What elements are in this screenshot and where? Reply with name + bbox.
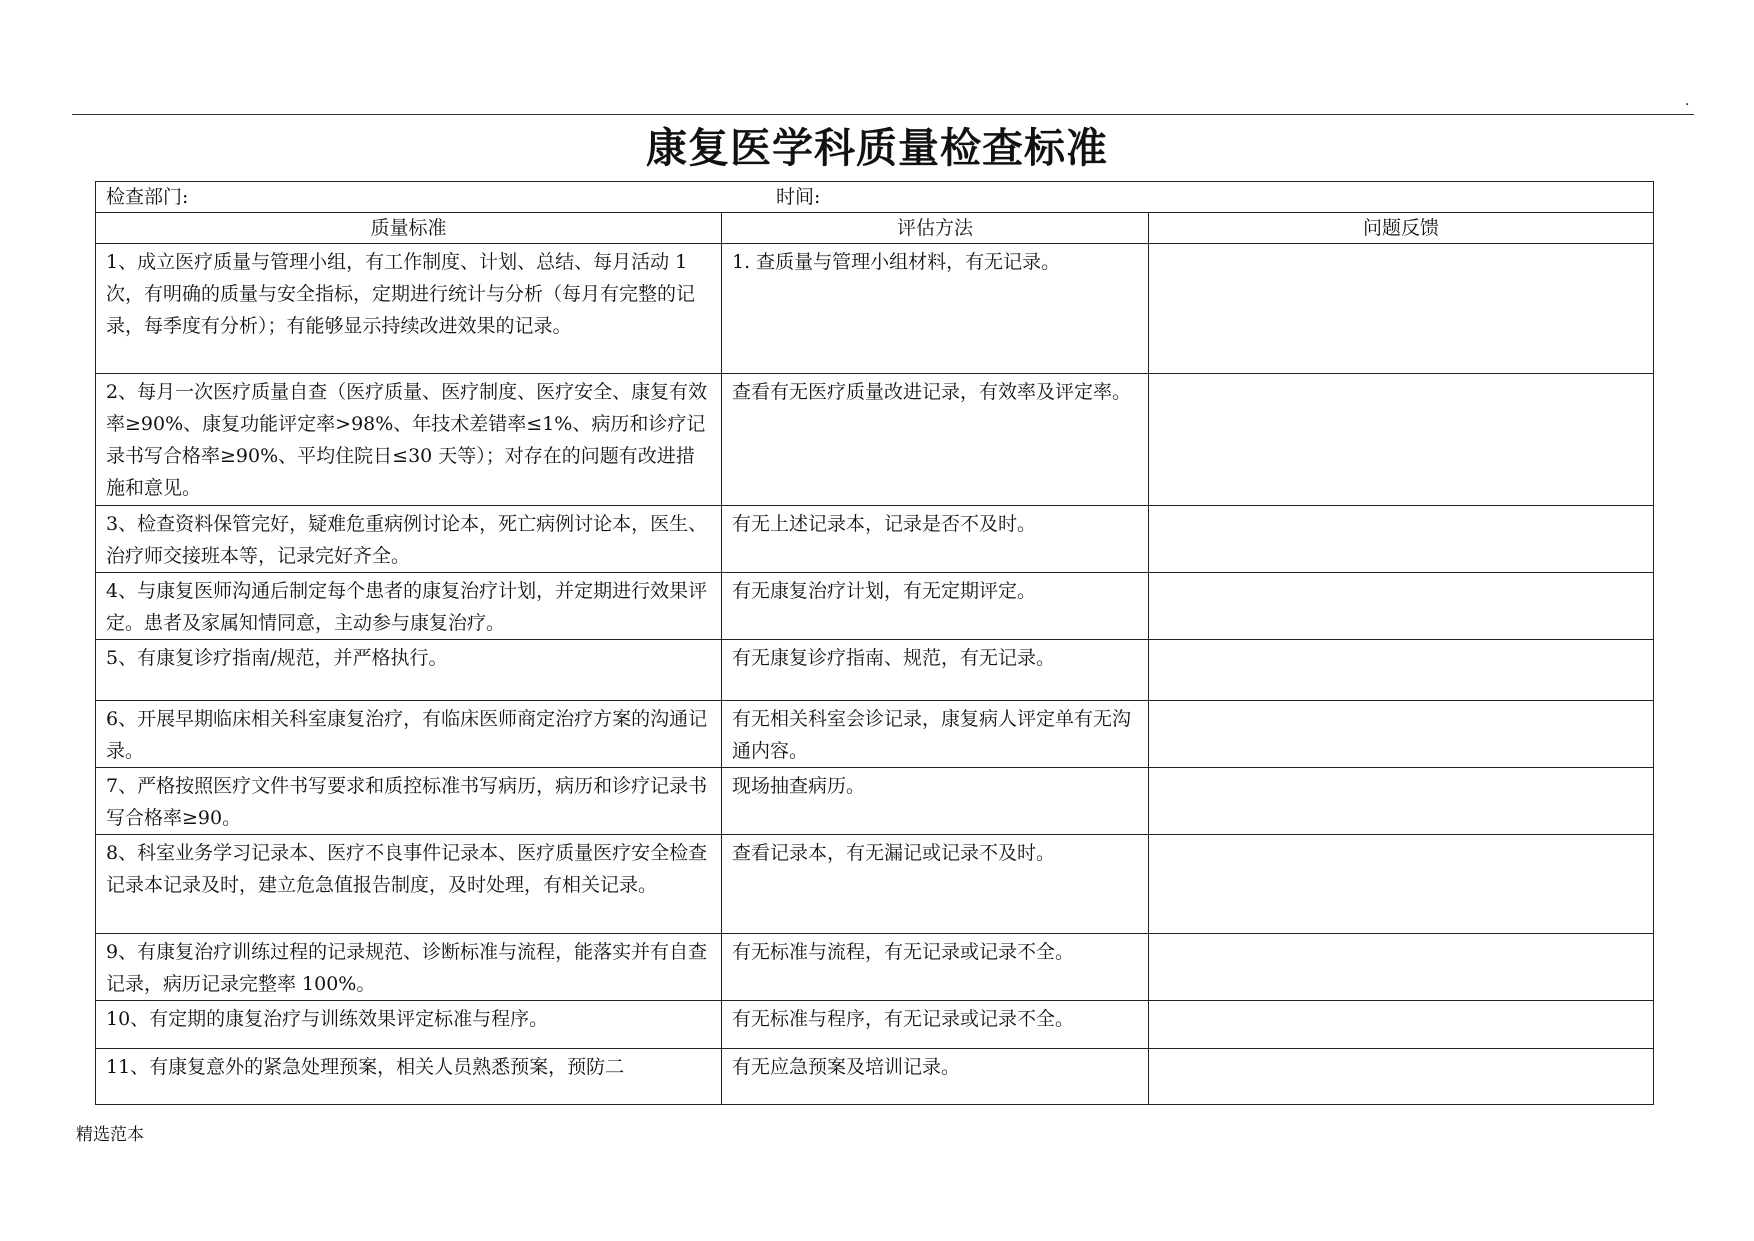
method-cell: 有无康复治疗计划，有无定期评定。 bbox=[722, 573, 1149, 640]
standard-cell: 1、成立医疗质量与管理小组，有工作制度、计划、总结、每月活动 1 次，有明确的质量与安全指标，定期进行统计与分析（每月有完整的记录，每季度有分析）；有能够显示持续改进效果的记录。 bbox=[96, 244, 722, 374]
feedback-cell bbox=[1149, 1049, 1654, 1105]
method-cell: 有无上述记录本，记录是否不及时。 bbox=[722, 506, 1149, 573]
time-label: 时间: bbox=[776, 186, 821, 208]
feedback-cell bbox=[1149, 934, 1654, 1001]
footer-note: 精选范本 bbox=[76, 1125, 144, 1145]
feedback-cell bbox=[1149, 701, 1654, 768]
department-cell bbox=[96, 182, 1654, 213]
table-row bbox=[96, 934, 1654, 1001]
document-title: 康复医学科质量检查标准 bbox=[646, 124, 1108, 172]
quality-check-table bbox=[95, 181, 1654, 1105]
table-row bbox=[96, 244, 1654, 374]
table-row bbox=[96, 573, 1654, 640]
method-cell: 查看记录本，有无漏记或记录不及时。 bbox=[722, 835, 1149, 934]
method-cell: 现场抽查病历。 bbox=[722, 768, 1149, 835]
table-row bbox=[96, 701, 1654, 768]
method-cell: 有无相关科室会诊记录，康复病人评定单有无沟通内容。 bbox=[722, 701, 1149, 768]
table-row bbox=[96, 768, 1654, 835]
method-cell: 查看有无医疗质量改进记录，有效率及评定率。 bbox=[722, 374, 1149, 506]
table-row bbox=[96, 1001, 1654, 1049]
feedback-cell bbox=[1149, 244, 1654, 374]
standard-cell: 8、科室业务学习记录本、医疗不良事件记录本、医疗质量医疗安全检查记录本记录及时，建立危急值报告制度，及时处理，有相关记录。 bbox=[96, 835, 722, 934]
standard-cell: 7、严格按照医疗文件书写要求和质控标准书写病历，病历和诊疗记录书写合格率≥90。 bbox=[96, 768, 722, 835]
header-quality-standard: 质量标准 bbox=[96, 213, 722, 244]
table-row bbox=[96, 835, 1654, 934]
feedback-cell bbox=[1149, 835, 1654, 934]
feedback-cell bbox=[1149, 506, 1654, 573]
table-row bbox=[96, 1049, 1654, 1105]
method-cell: 有无标准与流程，有无记录或记录不全。 bbox=[722, 934, 1149, 1001]
table-header-row bbox=[96, 213, 1654, 244]
standard-cell: 11、有康复意外的紧急处理预案，相关人员熟悉预案，预防二 bbox=[96, 1049, 722, 1105]
table-row bbox=[96, 374, 1654, 506]
feedback-cell bbox=[1149, 768, 1654, 835]
feedback-cell bbox=[1149, 1001, 1654, 1049]
feedback-cell bbox=[1149, 374, 1654, 506]
header-rule bbox=[72, 114, 1694, 115]
standard-cell: 4、与康复医师沟通后制定每个患者的康复治疗计划，并定期进行效果评定。患者及家属知情同意，主动参与康复治疗。 bbox=[96, 573, 722, 640]
method-cell: 1. 查质量与管理小组材料，有无记录。 bbox=[722, 244, 1149, 374]
standard-cell: 3、检查资料保管完好，疑难危重病例讨论本，死亡病例讨论本，医生、治疗师交接班本等，记录完好齐全。 bbox=[96, 506, 722, 573]
feedback-cell bbox=[1149, 573, 1654, 640]
department-label: 检查部门: bbox=[106, 186, 189, 208]
method-cell: 有无应急预案及培训记录。 bbox=[722, 1049, 1149, 1105]
standard-cell: 10、有定期的康复治疗与训练效果评定标准与程序。 bbox=[96, 1001, 722, 1049]
table-row bbox=[96, 640, 1654, 701]
standard-cell: 9、有康复治疗训练过程的记录规范、诊断标准与流程，能落实并有自查记录，病历记录完整率 100%。 bbox=[96, 934, 722, 1001]
header-evaluation-method: 评估方法 bbox=[722, 213, 1149, 244]
department-row bbox=[96, 182, 1654, 213]
method-cell: 有无标准与程序，有无记录或记录不全。 bbox=[722, 1001, 1149, 1049]
standard-cell: 5、有康复诊疗指南/规范，并严格执行。 bbox=[96, 640, 722, 701]
header-dot: . bbox=[1685, 93, 1690, 109]
standard-cell: 2、每月一次医疗质量自查（医疗质量、医疗制度、医疗安全、康复有效率≥90%、康复功能评定率>98%、年技术差错率≤1%、病历和诊疗记录书写合格率≥90%、平均住院日≤30 天等）；对存在的问题有改进措施和意见。 bbox=[96, 374, 722, 506]
header-problem-feedback: 问题反馈 bbox=[1149, 213, 1654, 244]
feedback-cell bbox=[1149, 640, 1654, 701]
method-cell: 有无康复诊疗指南、规范，有无记录。 bbox=[722, 640, 1149, 701]
standard-cell: 6、开展早期临床相关科室康复治疗，有临床医师商定治疗方案的沟通记录。 bbox=[96, 701, 722, 768]
table-row bbox=[96, 506, 1654, 573]
